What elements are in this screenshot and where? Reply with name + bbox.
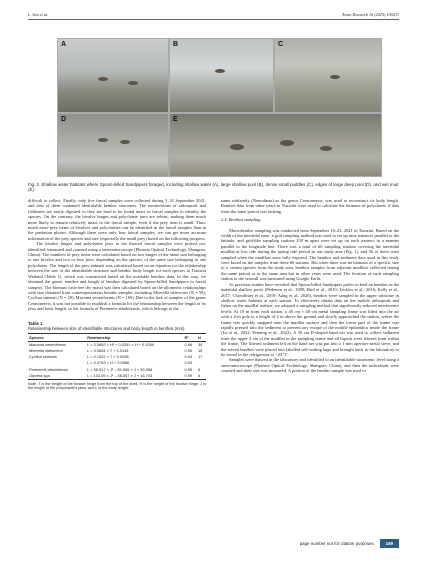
bird-shape [230, 144, 244, 150]
table-cell: 0.96 [184, 341, 193, 347]
photo-label-c: C [278, 41, 284, 48]
bird-shape [215, 69, 225, 73]
table-cell: 17 [198, 354, 203, 360]
table-cell: L = 0.0662 × H² + 0.0351 × H + 0.1059 [87, 341, 154, 347]
bird-shape [280, 140, 294, 146]
body-paragraph: same subfamily (Nereidinae) as the genus Ceratonereis, was used to reconstruct its body length. Benthos data from other years in Tiaozini were used to calculate the biomass of polychaete if data from the same period was lacking. [221, 198, 399, 214]
photo-b [169, 38, 274, 113]
photo-c [274, 38, 382, 113]
table-row [28, 341, 206, 348]
table-cell: 0.99 [184, 372, 193, 378]
table-cell: L = 0.1322 × T + 0.0258 [87, 354, 129, 360]
table-cell: 0.95 [184, 366, 193, 372]
page-number: 169 [380, 539, 399, 548]
table-header-row [28, 334, 206, 341]
bird-shape [330, 75, 340, 79]
photo-label-a: A [61, 41, 67, 48]
photo-label-b: B [173, 41, 179, 48]
table-cell: L = 131.09 × J² – 46.657 × J + 15.703 [87, 372, 153, 378]
left-column [28, 198, 206, 391]
body-paragraph: Macrobenthic sampling was conducted from September 10–23, 2021 in Tiaozini. Based on the width of the intertidal zone, a grid sampling method was used to set up nine transects parallel to the latitude, and grid-like sampling stations 250 m apart were set up on each transect in a manner parallel to the longitude line. There was a total of 60 sampling stations covering the intertidal mudflat at low tide during the spring tide period in our study area (Fig. 1), and 56 of them were sampled when the mudflats were fully exposed. The benthos and sediment data used in this study were based on the samples from these 60 stations. But when there was no biomass of a specific size of a certain species from the study area, benthos samples from adjacent mudflats collected during the same period or in the same area but in other years were used. The location of each sampling station to the seawall was measured using Google Earth. [221, 227, 399, 282]
table-subtitle: Relationship between size of identifiable structures and body length in benthos (mm). [28, 325, 186, 331]
table-header-cell: N [198, 334, 201, 340]
table-cell: 30 [198, 341, 203, 347]
table-note: Note: T is the height of the bivalve hinge from the top of the shell, H is the height of the bivalve hinge, J is the length of the polychaete's jaws, and L is the body length. [28, 381, 206, 391]
table-header-cell: R² [184, 334, 189, 340]
table-header-cell: Species [29, 334, 44, 340]
table-title: Table 1 [28, 320, 43, 326]
table-cell: 0.93 [184, 360, 193, 366]
body-paragraph: As previous studies have revealed that Spoon-billed Sandpipers prefer to feed on benthos in the intertidal shallow pools (Pedersen et al., 1999; Bird et al., 2010; Zöckler et al., 2016; Kelly et al., 2017; Chowdhury et al., 2019; Aung et al., 2020), benthos were sampled in the upper substrate in shallow water habitats at each station. To effectively obtain data on the mobile arthropods and fishes on the mudflat surface, we adopted a sampling method that significantly reduced interference levels. At 10 m from each station, a 40 cm × 40 cm metal sampling frame was lifted into the air with a 4-m pole to a height of 2 m above the ground and slowly approached the station, where the frame was quickly snapped onto the mudflat surface and then the lower part of the frame was rapidly pressed into the sediment to prevent any escape of the mobile epibenthos inside the frame (Lu et al., 2022; Penning et al., 2022). A 30 cm D-shaped hand net was used to collect sediment from the upper 4 cm of the mudflat in the sampling frame and all liquids were filtered from within the frame. The filtered sediment left in the hand net was put into a 1 mm aperture metal sieve, and the sieved benthos were placed into labelled self-sealing bags and brought back to the laboratory to be stored in the refrigerator at −20 °C. [221, 281, 399, 357]
body-paragraph: Samples were thawed in the laboratory and identified to an identifiable taxonomic level using a stereomicroscope (Phoenix Optical Technology, Shangrao, China), and then the individuals were counted and their size was measured. A portion of the benthic sample was used to [221, 357, 399, 374]
section-heading: 2.4. Benthos sampling [221, 217, 261, 223]
running-header-left: L. Sun et al. [28, 12, 49, 17]
table-cell: 0.95 [184, 348, 193, 354]
bird-shape [320, 146, 332, 151]
relationship-table [28, 333, 206, 379]
table-cell: Moerella iridescens [29, 348, 63, 354]
table-header-cell: Relationship [87, 334, 111, 340]
bird-shape [128, 81, 138, 85]
page-footer [300, 539, 399, 548]
bird-shape [98, 77, 108, 81]
table-cell: 5 [198, 366, 201, 372]
photo-d [57, 113, 169, 177]
bird-shape [98, 138, 108, 142]
table-cell: 6 [198, 372, 201, 378]
table-cell: Macoma veneriformis [29, 341, 67, 347]
table-cell: L = 0.0664 × T + 0.0144 [87, 348, 129, 354]
table-cell: Perinereis aibuhitensis [29, 366, 69, 372]
body-paragraph: difficult to collect. Finally, only five faecal samples were collected during 3–31 September 2021, and four of them contained identifiable benthic structures. The exoskeletons of arthropods and fishbones are easily digested so they are hard to be found intact in faecal samples to identify the species. On the contrary, the bivalve hinges and polychaete jaws are robust, making them much more likely to remain relatively intact in the faecal sample, even if the prey item is small. Thus, much more prey items of bivalves and polychaetes can be identified in the faecal samples than in the predation photos. Although there were only four faecal samples, we can get more accurate information of the prey species and size (especially the small prey) based on the following progress. [28, 198, 206, 241]
table-cell: 15 [198, 348, 203, 354]
running-header-right: Avian Research 16 (2025) 100233 [341, 12, 399, 17]
table-row [28, 372, 206, 379]
photo-e [169, 113, 382, 177]
table-cell: L = 55.917 × J² – 81.965 × J + 59.358 [87, 366, 153, 372]
table-cell: Cyclina sinensis [29, 354, 57, 360]
right-column [221, 198, 399, 374]
bird-shape [120, 140, 130, 144]
footer-watermark: page number not for citation purposes [299, 541, 374, 546]
table-cell: L = 0.0753 × H + 0.0586 [87, 360, 130, 366]
photo-a [57, 38, 169, 113]
table-cell: Glycera spp. [29, 372, 51, 378]
body-paragraph: The bivalve hinges and polychaete jaws in the thawed faecal samples were picked out, identified, measured and counted using a stereomicroscope (Phoenix Optical Technology, Shangrao, China). The numbers of prey items were calculated based on two hinges of the same size belonging to one bivalve and two or four jaws, depending on the species, of the same size belonging to one polychaete. The length of the prey animals was calculated based on an equation for the relationship between the size of the identifiable structure and benthic body length for each species in Tiaozini Wetland (Table 1), which was constructed based on the available benthos data. In this way, we obtained the genre, number and length of benthos digested by Spoon-billed Sandpipers in faecal samples. The biomass (ash-free dry mass) was then calculated based on the allometric relationships with size obtained from contemporaneous benthic samples, including Moerella iridescens (N = 50), Cyclina sinensis (N = 20), Macoma veneriformis (N = 169). Due to the lack of samples of the genus Ceratonereis, it was not possible to establish a formula for the relationship between the length of its jaws and body length, so the formula of Perinereis aibuhitensis, which belongs to the [28, 241, 206, 312]
table-cell: 0.94 [184, 354, 193, 360]
photo-label-d: D [61, 116, 67, 123]
photo-label-e: E [173, 116, 178, 123]
header-rule [28, 19, 399, 20]
figure-caption: Fig. 2. Shallow water habitats where Spoon-billed Sandpipers foraged, including shallow water (A), large shallow pool (B), dense small puddles (C), edges of large deep pool (D), and wet mud (E). [28, 182, 399, 193]
